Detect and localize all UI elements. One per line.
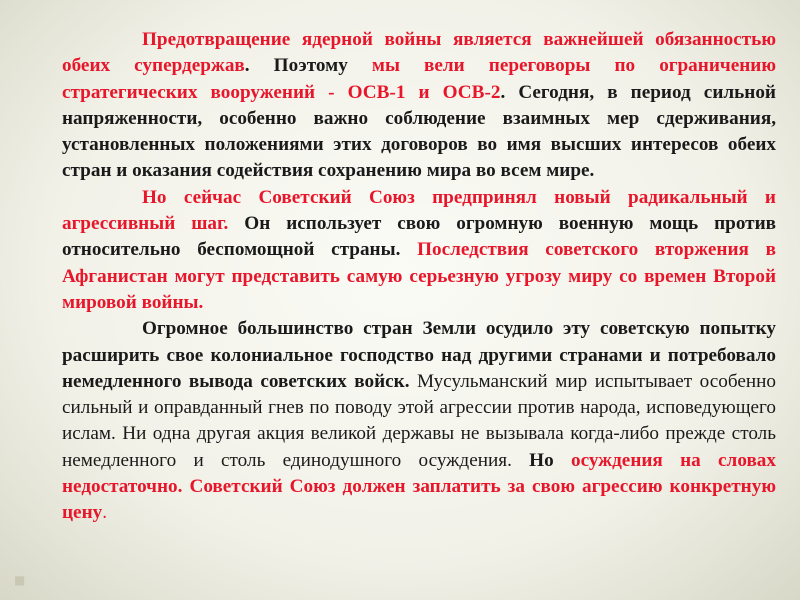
text-segment: Последствия советского вторжения в Афганистан могут представить самую серьезную угрозу миру со времен Второй мировой войны. xyxy=(62,239,776,313)
text-block xyxy=(62,27,776,527)
text-segment: осуждения на словах недостаточно. Советский Союз должен заплатить за свою агрессию конкретную цену xyxy=(62,449,776,524)
paragraph-3 xyxy=(62,316,776,526)
square-bullet-icon: ■ xyxy=(14,573,26,587)
text-segment: . xyxy=(102,502,108,524)
text-segment: Но xyxy=(529,449,571,471)
paragraph-1 xyxy=(62,27,776,185)
text-segment: Но сейчас Советский Союз предпринял новый радикальный и агрессивный шаг. xyxy=(62,186,776,235)
paragraph-2 xyxy=(62,185,776,316)
text-segment: мы вели переговоры по ограничению стратегических вооружений - ОСВ-1 и ОСВ-2 xyxy=(62,55,776,103)
text-segment: Он использует свою огромную военную мощь против относительно беспомощной страны. xyxy=(62,213,776,261)
text-segment: Предотвращение ядерной войны является важнейшей обязанностью обеих супердержав xyxy=(62,29,776,77)
text-segment: . Сегодня, в период сильной напряженности, особенно важно соблюдение взаимных мер сдерживания, установленных положениями этих договоров во имя высших интересов обеих стран и оказания содействия сохранению мира во всем мире. xyxy=(62,81,776,182)
text-segment: Мусульманский мир испытывает особенно сильный и оправданный гнев по поводу этой агрессии против народа, исповедующего ислам. Ни одна другая акция великой державы не вызывала когда-либо прежде столь немедленного и столь единодушного осуждения. xyxy=(62,370,776,471)
text-segment: Огромное большинство стран Земли осудило эту советскую попытку расширить свое колониальное господство над другими странами и потребовало немедленного вывода советских войск. xyxy=(62,318,776,392)
text-segment: . Поэтому xyxy=(244,55,372,77)
